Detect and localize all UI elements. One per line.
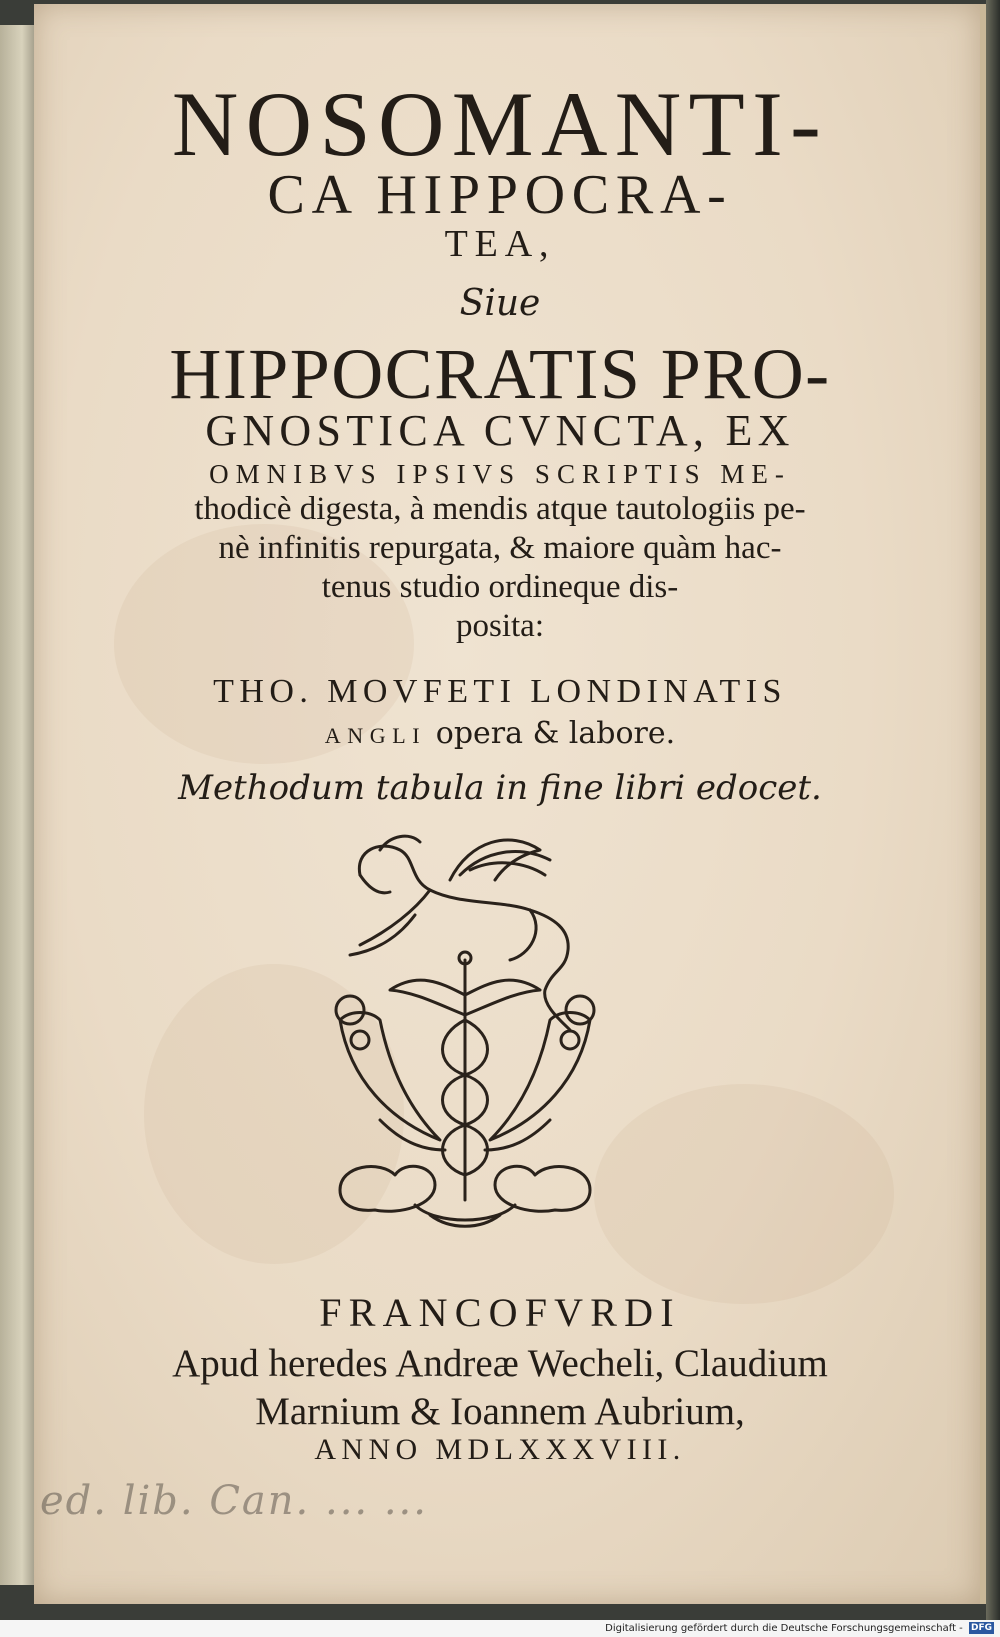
method-note: Methodum tabula in fine libri edocet. [178, 768, 822, 808]
imprint-year: ANNO MDLXXXVIII. [314, 1433, 686, 1466]
author-nation: ANGLI [324, 723, 427, 748]
title-line-1: NOSOMANTI- [171, 73, 829, 175]
description-line: posita: [456, 608, 544, 644]
description-line: thodicè digesta, à mendis atque tautologiis pe- [194, 491, 806, 527]
description-line: nè infinitis repurgata, & maiore quàm hac- [218, 530, 782, 566]
imprint-line: Apud heredes Andreæ Wecheli, Claudium [172, 1342, 828, 1385]
subtitle-line-2: GNOSTICA CVNCTA, EX [205, 406, 795, 455]
dfg-logo-icon: DFG [970, 1623, 992, 1633]
subtitle-line-3: OMNIBVS IPSIVS SCRIPTIS ME- [209, 459, 791, 489]
title-conjunction: Siue [459, 283, 541, 324]
description-block [60, 490, 940, 646]
binding-edge [986, 0, 1000, 1637]
author-line-1: THO. MOVFETI LONDINATIS [213, 673, 787, 710]
digitization-footer [0, 1620, 1000, 1637]
imprint-line: Marnium & Ioannem Aubrium, [255, 1390, 745, 1433]
paper-stain [594, 1084, 894, 1304]
footer-credit: Digitalisierung gefördert durch die Deutsche Forschungsgemeinschaft - [605, 1623, 963, 1634]
handwritten-inscription: ed. lib. Can. ... ... [40, 1478, 428, 1524]
description-line: tenus studio ordineque dis- [321, 569, 679, 605]
subtitle-line-1: HIPPOCRATIS PRO- [169, 334, 831, 414]
title-line-2: CA HIPPOCRA- [267, 164, 733, 226]
author-line-2 [60, 716, 940, 754]
imprint-city: FRANCOFVRDI [319, 1290, 681, 1335]
imprint-block [60, 1340, 940, 1436]
title-line-3: TEA, [444, 223, 556, 265]
author-credit: opera & labore. [435, 716, 676, 751]
printers-device-icon [320, 820, 610, 1260]
